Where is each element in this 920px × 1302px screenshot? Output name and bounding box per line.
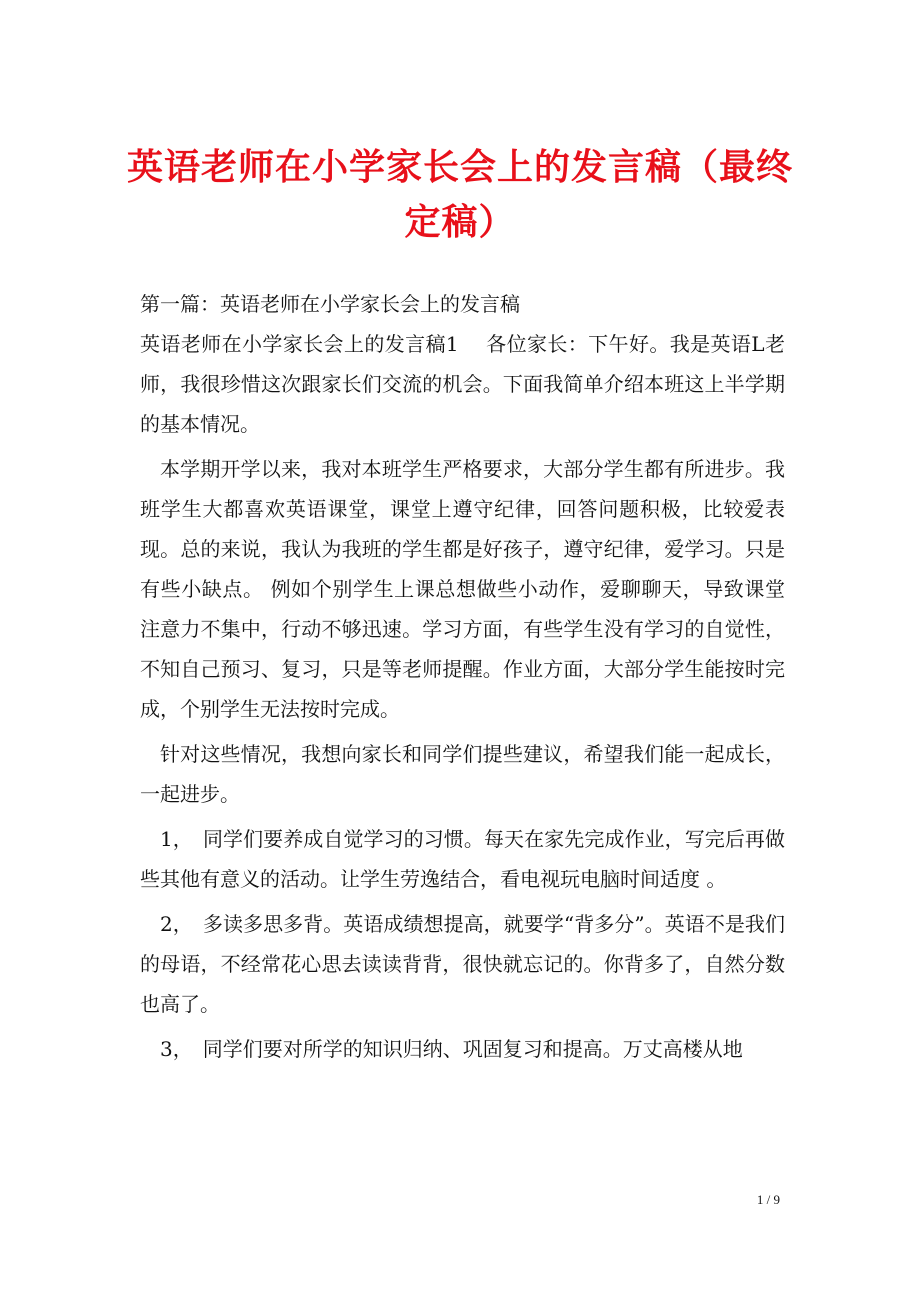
section-heading: 第一篇：英语老师在小学家长会上的发言稿 xyxy=(140,292,520,316)
paragraph-suggestion-3: 3， 同学们要对所学的知识归纳、巩固复习和提高。万丈高楼从地 xyxy=(160,1037,743,1061)
paragraph-suggestion-2: 2， 多读多思多背。英语成绩想提高，就要学“背多分”。英语不是我们的母语，不经常花心思去读读背背，很快就忘记的。你背多了，自然分数也高了。 xyxy=(140,912,785,1016)
paragraph-intro: 英语老师在小学家长会上的发言稿1 各位家长：下午好。我是英语L老师，我很珍惜这次跟家长们交流的机会。下面我简单介绍本班这上半学期的基本情况。 xyxy=(140,332,785,436)
paragraph-situation: 本学期开学以来，我对本班学生严格要求，大部分学生都有所进步。我班学生大都喜欢英语课堂，课堂上遵守纪律，回答问题积极，比较爱表现。总的来说，我认为我班的学生都是好孩子，遵守纪律，爱学习。只是有些小缺点。 例如个别学生上课总想做些小动作，爱聊聊天，导致课堂注意力不集中，行动不够迅速。学习方面，有些学生没有学习的自觉性，不知自己预习、复习，只是等老师提醒。作业方面，大部分学生能按时完成，个别学生无法按时完成。 xyxy=(140,457,785,721)
paragraph-suggestion-1: 1， 同学们要养成自觉学习的习惯。每天在家先完成作业，写完后再做些其他有意义的活动。让学生劳逸结合，看电视玩电脑时间适度 。 xyxy=(140,827,785,891)
document-body xyxy=(140,284,785,1074)
paragraph-suggestions-intro: 针对这些情况，我想向家长和同学们提些建议，希望我们能一起成长，一起进步。 xyxy=(140,742,785,806)
page-number: 1 / 9 xyxy=(756,1192,780,1207)
document-title: 英语老师在小学家长会上的发言稿（最终定稿） xyxy=(126,146,793,243)
